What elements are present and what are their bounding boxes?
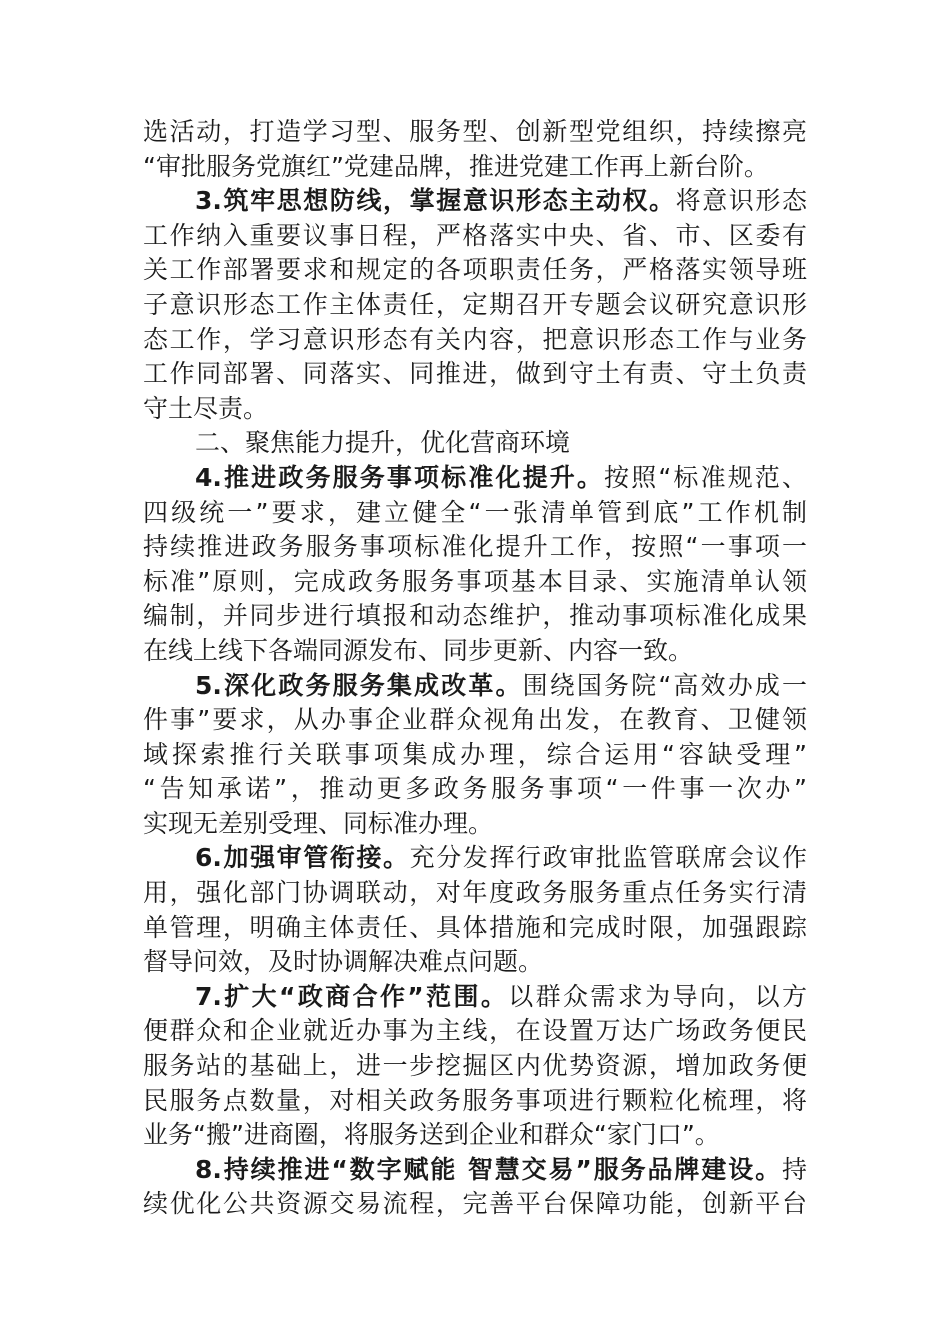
- paragraph-line: “告知承诺”，推动更多政务服务事项“一件事一次办”: [143, 774, 807, 804]
- item-text: 充分发挥行政审批监管联席会议作: [409, 843, 807, 873]
- paragraph-line: 四级统一”要求，建立健全“一张清单管到底”工作机制: [143, 497, 807, 527]
- paragraph-line: 守土尽责。: [143, 393, 269, 423]
- paragraph-line: 在线上线下各端同源发布、同步更新、内容一致。: [143, 635, 694, 665]
- section-heading-line: [143, 1153, 807, 1188]
- paragraph-line: 编制，并同步进行填报和动态维护，推动事项标准化成果: [143, 601, 807, 631]
- paragraph-line: 续优化公共资源交易流程，完善平台保障功能，创新平台: [143, 1189, 807, 1219]
- section-heading-line: [143, 461, 807, 496]
- paragraph-line: 工作纳入重要议事日程，严格落实中央、省、市、区委有: [143, 220, 807, 250]
- section-heading-line: [143, 841, 807, 876]
- paragraph-line: 工作同部署、同落实、同推进，做到守土有责、守土负责: [143, 359, 807, 389]
- paragraph-line: 单管理，明确主体责任、具体措施和完成时限，加强跟踪: [143, 912, 807, 942]
- paragraph-line: 实现无差别受理、同标准办理。: [143, 808, 494, 838]
- paragraph-line: 子意识形态工作主体责任，定期召开专题会议研究意识形: [143, 289, 807, 319]
- paragraph-line: 便群众和企业就近办事为主线，在设置万达广场政务便民: [143, 1016, 807, 1046]
- item-text: 以群众需求为导向，以方: [508, 981, 807, 1011]
- item-heading: 6.加强审管衔接。: [195, 843, 410, 873]
- paragraph-line: “审批服务党旗红”党建品牌，推进党建工作再上新台阶。: [143, 151, 769, 181]
- item-text: 将意识形态: [675, 186, 807, 216]
- paragraph-line: 关工作部署要求和规定的各项职责任务，严格落实领导班: [143, 255, 807, 285]
- paragraph-line: 服务站的基础上，进一步挖掘区内优势资源，增加政务便: [143, 1051, 807, 1081]
- item-heading: 5.深化政务服务集成改革。: [195, 670, 523, 700]
- item-text: 按照“标准规范、: [604, 462, 807, 492]
- item-heading: 7.扩大“政商合作”范围。: [195, 981, 509, 1011]
- item-heading: 8.持续推进“数字赋能 智慧交易”服务品牌建设。: [195, 1154, 782, 1184]
- body-text: [143, 115, 807, 1222]
- paragraph-line: 件事”要求，从办事企业群众视角出发，在教育、卫健领: [143, 705, 807, 735]
- section-heading-line: [143, 184, 807, 219]
- paragraph-line: 标准”原则，完成政务服务事项基本目录、实施清单认领: [143, 566, 807, 596]
- paragraph-line: 选活动，打造学习型、服务型、创新型党组织，持续擦亮: [143, 117, 807, 146]
- section-heading-line: [143, 980, 807, 1015]
- paragraph-line: 态工作，学习意识形态有关内容，把意识形态工作与业务: [143, 324, 807, 354]
- paragraph-line: 民服务点数量，对相关政务服务事项进行颗粒化梳理，将: [143, 1085, 807, 1115]
- chapter-heading: 二、聚焦能力提升，优化营商环境: [195, 428, 571, 458]
- item-text: 围绕国务院“高效办成一: [522, 670, 807, 700]
- item-text: 持: [781, 1154, 807, 1184]
- paragraph-line: 业务“搬”进商圈，将服务送到企业和群众“家门口”。: [143, 1120, 720, 1150]
- paragraph-line: 域探索推行关联事项集成办理，综合运用“容缺受理”: [143, 739, 807, 769]
- section-heading-line: [143, 669, 807, 704]
- item-heading: 4.推进政务服务事项标准化提升。: [195, 462, 605, 492]
- paragraph-line: 持续推进政务服务事项标准化提升工作，按照“一事项一: [143, 532, 807, 562]
- paragraph-line: 用，强化部门协调联动，对年度政务服务重点任务实行清: [143, 878, 807, 908]
- paragraph-line: 督导问效，及时协调解决难点问题。: [143, 947, 544, 977]
- item-heading: 3.筑牢思想防线，掌握意识形态主动权。: [195, 186, 676, 216]
